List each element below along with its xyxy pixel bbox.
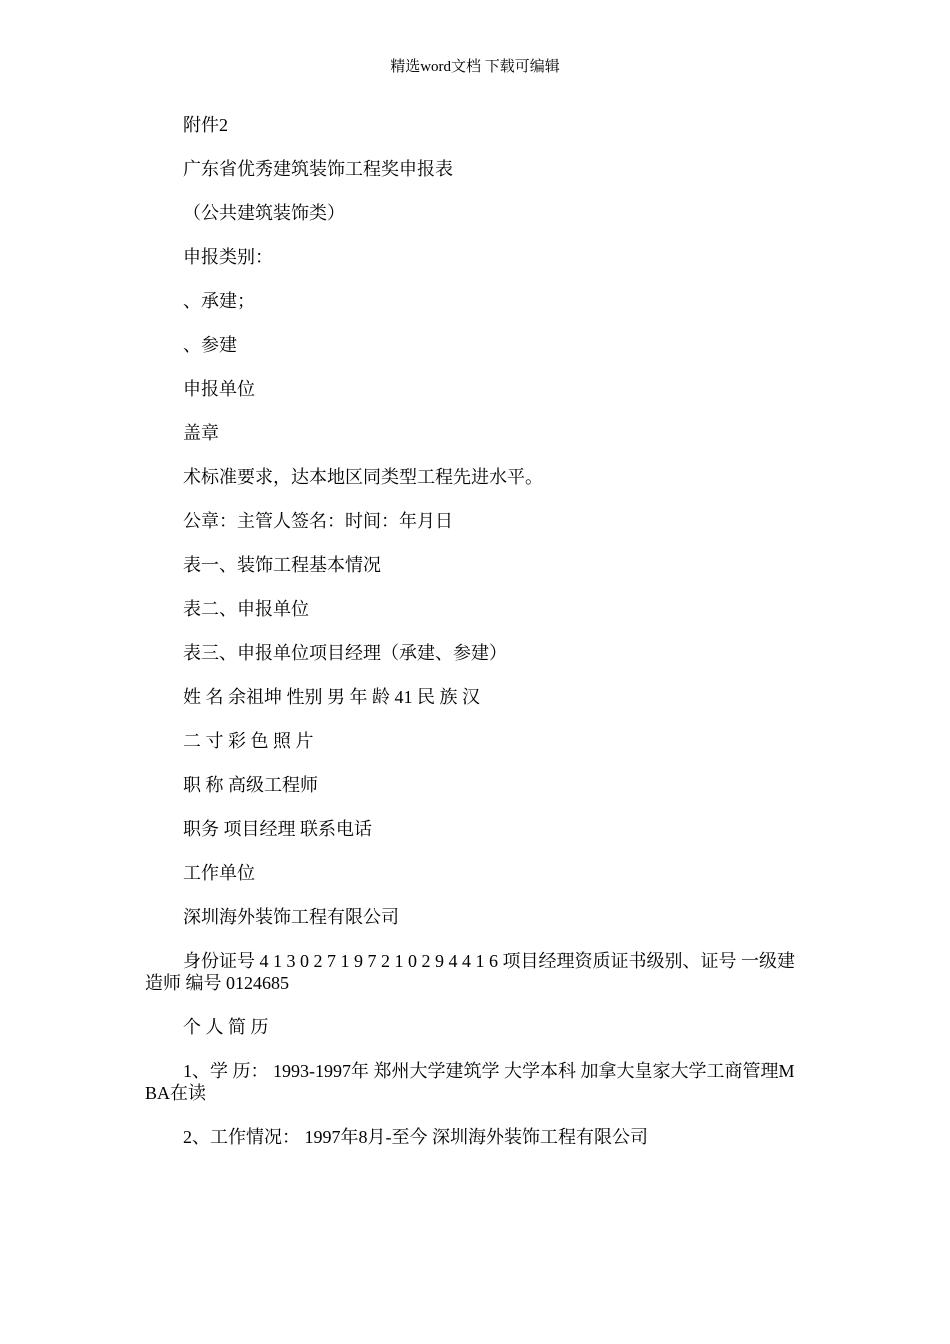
paragraph-form-title: 广东省优秀建筑装饰工程奖申报表 xyxy=(183,159,453,179)
paragraph-photo-placeholder: 二 寸 彩 色 照 片 xyxy=(183,731,314,751)
paragraph-form-subtitle: （公共建筑装饰类） xyxy=(183,203,345,223)
paragraph-category-contractor: 、承建； xyxy=(183,291,255,311)
paragraph-application-category: 申报类别： xyxy=(183,247,273,267)
paragraph-applicant-unit: 申报单位 xyxy=(183,379,255,399)
paragraph-title-rank: 职 称 高级工程师 xyxy=(183,775,318,795)
paragraph-category-participant: 、参建 xyxy=(183,335,237,355)
paragraph-work-unit-label: 工作单位 xyxy=(183,863,255,883)
paragraph-position-phone: 职务 项目经理 联系电话 xyxy=(183,819,372,839)
paragraph-signature-line: 公章：主管人签名：时间：年月日 xyxy=(183,511,453,531)
paragraph-table-three: 表三、申报单位项目经理（承建、参建） xyxy=(183,643,507,663)
document-body xyxy=(145,114,805,1170)
paragraph-attachment-number: 附件2 xyxy=(183,115,228,135)
page-header: 精选word文档 下载可编辑 xyxy=(390,59,560,75)
paragraph-education: 1、学 历： 1993-1997年 郑州大学建筑学 大学本科 加拿大皇家大学工商管理MBA在读 xyxy=(145,1061,795,1103)
paragraph-work-unit-name: 深圳海外装饰工程有限公司 xyxy=(183,907,399,927)
paragraph-work-history: 2、工作情况： 1997年8月-至今 深圳海外装饰工程有限公司 xyxy=(183,1127,648,1147)
paragraph-seal: 盖章 xyxy=(183,423,219,443)
paragraph-resume-heading: 个 人 简 历 xyxy=(183,1017,269,1037)
paragraph-table-one: 表一、装饰工程基本情况 xyxy=(183,555,381,575)
paragraph-standard-statement: 术标准要求，达本地区同类型工程先进水平。 xyxy=(183,467,543,487)
paragraph-table-two: 表二、申报单位 xyxy=(183,599,309,619)
paragraph-id-number: 身份证号 4 1 3 0 2 7 1 9 7 2 1 0 2 9 4 4 1 6 项目经理资质证书级别、证号 一级建造师 编号 0124685 xyxy=(145,951,795,993)
paragraph-personal-info: 姓 名 余祖坤 性别 男 年 龄 41 民 族 汉 xyxy=(183,687,480,707)
